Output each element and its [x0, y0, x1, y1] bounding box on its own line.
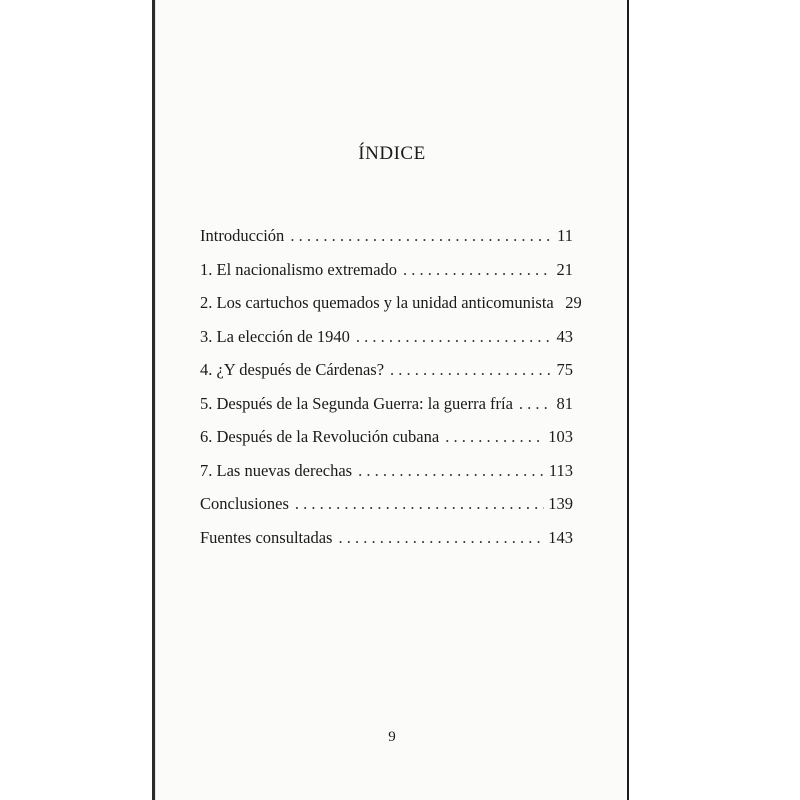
toc-entry-label: 1. El nacionalismo extremado: [200, 259, 398, 279]
toc-entry-page: 139: [548, 494, 573, 513]
toc-entry: [200, 293, 582, 327]
dot-leader: [519, 394, 551, 414]
toc-entry-page: 43: [556, 326, 573, 346]
toc-entry-label: 4. ¿Y después de Cárdenas?: [200, 360, 385, 379]
toc-entry-page: 81: [556, 393, 573, 413]
dot-leader: [356, 327, 551, 347]
toc-entry: [200, 427, 573, 461]
toc-entry: [200, 260, 573, 294]
toc-entry-label: Fuentes consultadas: [200, 527, 333, 547]
toc-entry-label: Introducción: [200, 226, 285, 245]
toc-entry-page: 11: [557, 226, 573, 245]
toc-entry-page: 21: [556, 259, 573, 279]
toc-entry: [200, 461, 573, 495]
toc-entry: [200, 494, 573, 528]
toc-entry: [200, 360, 573, 394]
page-title: ÍNDICE: [358, 143, 426, 164]
dot-leader: [290, 226, 551, 246]
toc-entry: [200, 327, 573, 361]
dot-leader: [338, 528, 544, 548]
toc-entry-page: 75: [556, 360, 573, 379]
dot-leader: [403, 260, 551, 280]
toc-entry-page: 29: [565, 293, 582, 312]
toc-entry-label: Conclusiones: [200, 494, 289, 513]
book-page: [155, 0, 629, 800]
dot-leader: [445, 427, 544, 447]
page-number: 9: [388, 729, 396, 745]
toc-entry-label: 2. Los cartuchos quemados y la unidad anticomunista: [200, 293, 554, 312]
toc-entry: [200, 226, 573, 260]
toc-entry-label: 6. Después de la Revolución cubana: [200, 427, 440, 446]
toc-entry-page: 103: [548, 427, 573, 446]
toc-entry: [200, 528, 573, 562]
toc-entry-page: 143: [548, 527, 573, 547]
dot-leader: [295, 494, 544, 514]
toc-entry-page: 113: [548, 460, 573, 480]
table-of-contents: [200, 226, 582, 561]
dot-leader: [390, 360, 551, 380]
dot-leader: [358, 461, 545, 481]
toc-entry-label: 5. Después de la Segunda Guerra: la guerra fría: [200, 393, 513, 413]
toc-entry-label: 7. Las nuevas derechas: [200, 460, 353, 480]
toc-entry-label: 3. La elección de 1940: [200, 326, 350, 346]
toc-entry: [200, 394, 573, 428]
